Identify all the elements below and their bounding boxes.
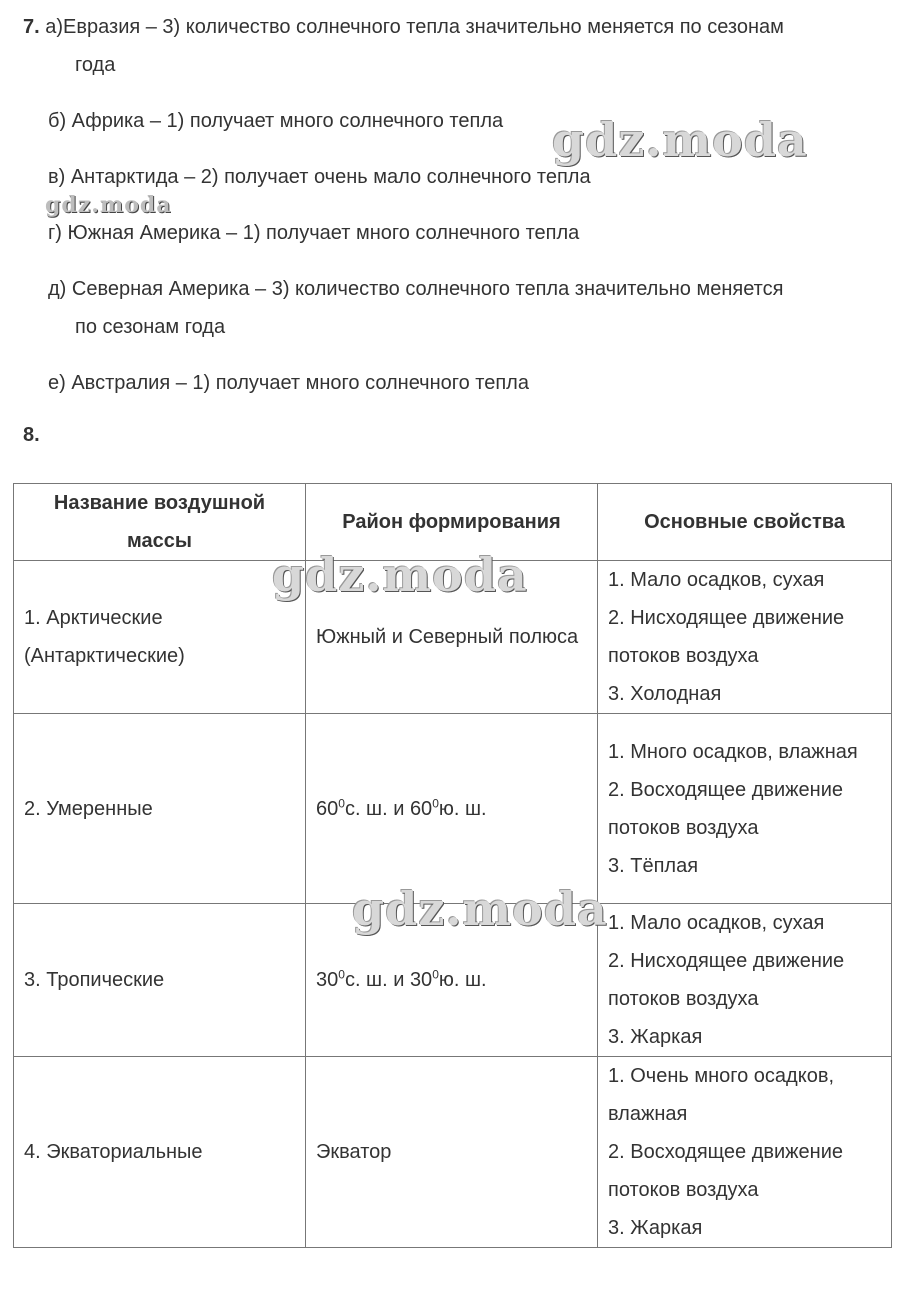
task7-item-v: в) Антарктида – 2) получает очень мало солнечного тепла — [48, 166, 591, 188]
degree-sup: 0 — [432, 967, 439, 982]
task7-item-d: д) Северная Америка – 3) количество солнечного тепла значительно меняется — [48, 278, 784, 300]
cell-name: 3. Тропические — [14, 904, 306, 1057]
cell-name: 1. Арктические (Антарктические) — [14, 561, 306, 714]
watermark: gdz.moda — [272, 548, 528, 602]
prop-line: 3. Жаркая — [608, 1026, 703, 1048]
cell-props — [598, 904, 892, 1057]
task7-item-a — [23, 8, 883, 46]
prop-line: 2. Нисходящее движение потоков воздуха — [608, 607, 845, 667]
table-row — [14, 904, 892, 1057]
prop-line: 1. Мало осадков, сухая — [608, 912, 825, 934]
region-lat-c: ю. ш. — [438, 797, 487, 820]
cell-name: 4. Экваториальные — [14, 1057, 306, 1248]
prop-line: 2. Восходящее движение потоков воздуха — [608, 778, 843, 839]
degree-sup: 0 — [338, 795, 345, 810]
region-lat-b: с. ш. и 60 — [344, 797, 433, 820]
cell-props — [598, 561, 892, 714]
cell-props — [598, 1057, 892, 1248]
task7-a-continuation: года — [75, 54, 116, 76]
prop-line: 3. Жаркая — [608, 1217, 703, 1239]
cell-props — [598, 714, 892, 904]
prop-line: 1. Очень много осадков, влажная — [608, 1065, 835, 1125]
air-masses-table — [13, 483, 892, 1248]
cell-region: Экватор — [306, 1057, 598, 1248]
prop-line: 1. Мало осадков, сухая — [608, 569, 825, 591]
prop-line: 2. Восходящее движение потоков воздуха — [608, 1141, 843, 1201]
table-row — [14, 714, 892, 904]
task7-item-g: г) Южная Америка – 1) получает много солнечного тепла — [48, 222, 580, 244]
region-lat-a: 60 — [316, 797, 339, 820]
cell-region — [306, 714, 598, 904]
header-props: Основные свойства — [598, 484, 892, 561]
watermark: gdz.moda — [552, 113, 808, 167]
table-row — [14, 1057, 892, 1248]
task7-number: 7. — [23, 16, 40, 38]
degree-sup: 0 — [338, 967, 345, 982]
task7-d-continuation: по сезонам года — [75, 316, 226, 338]
cell-region — [306, 904, 598, 1057]
task8-number: 8. — [23, 424, 40, 446]
watermark: gdz.moda — [352, 882, 608, 936]
table-row — [14, 561, 892, 714]
header-name: Название воздушной массы — [14, 484, 306, 561]
prop-line: 2. Нисходящее движение потоков воздуха — [608, 950, 845, 1010]
table-header-row — [14, 484, 892, 561]
cell-name: 2. Умеренные — [14, 714, 306, 904]
task-7 — [23, 8, 883, 402]
region-lat-c: ю. ш. — [438, 969, 487, 991]
degree-sup: 0 — [432, 795, 439, 810]
prop-line: 3. Холодная — [608, 683, 722, 705]
task7-a-text: а)Евразия – 3) количество солнечного тепла значительно меняется по сезонам — [45, 16, 784, 38]
watermark: gdz.moda — [45, 192, 172, 218]
task7-item-e: е) Австралия – 1) получает много солнечного тепла — [48, 372, 529, 394]
region-lat-a: 30 — [316, 969, 339, 991]
cell-region: Южный и Северный полюса — [306, 561, 598, 714]
header-region: Район формирования — [306, 484, 598, 561]
prop-line: 1. Много осадков, влажная — [608, 740, 858, 763]
prop-line: 3. Тёплая — [608, 854, 699, 877]
task7-item-b: б) Африка – 1) получает много солнечного тепла — [48, 110, 504, 132]
region-lat-b: с. ш. и 30 — [344, 969, 433, 991]
